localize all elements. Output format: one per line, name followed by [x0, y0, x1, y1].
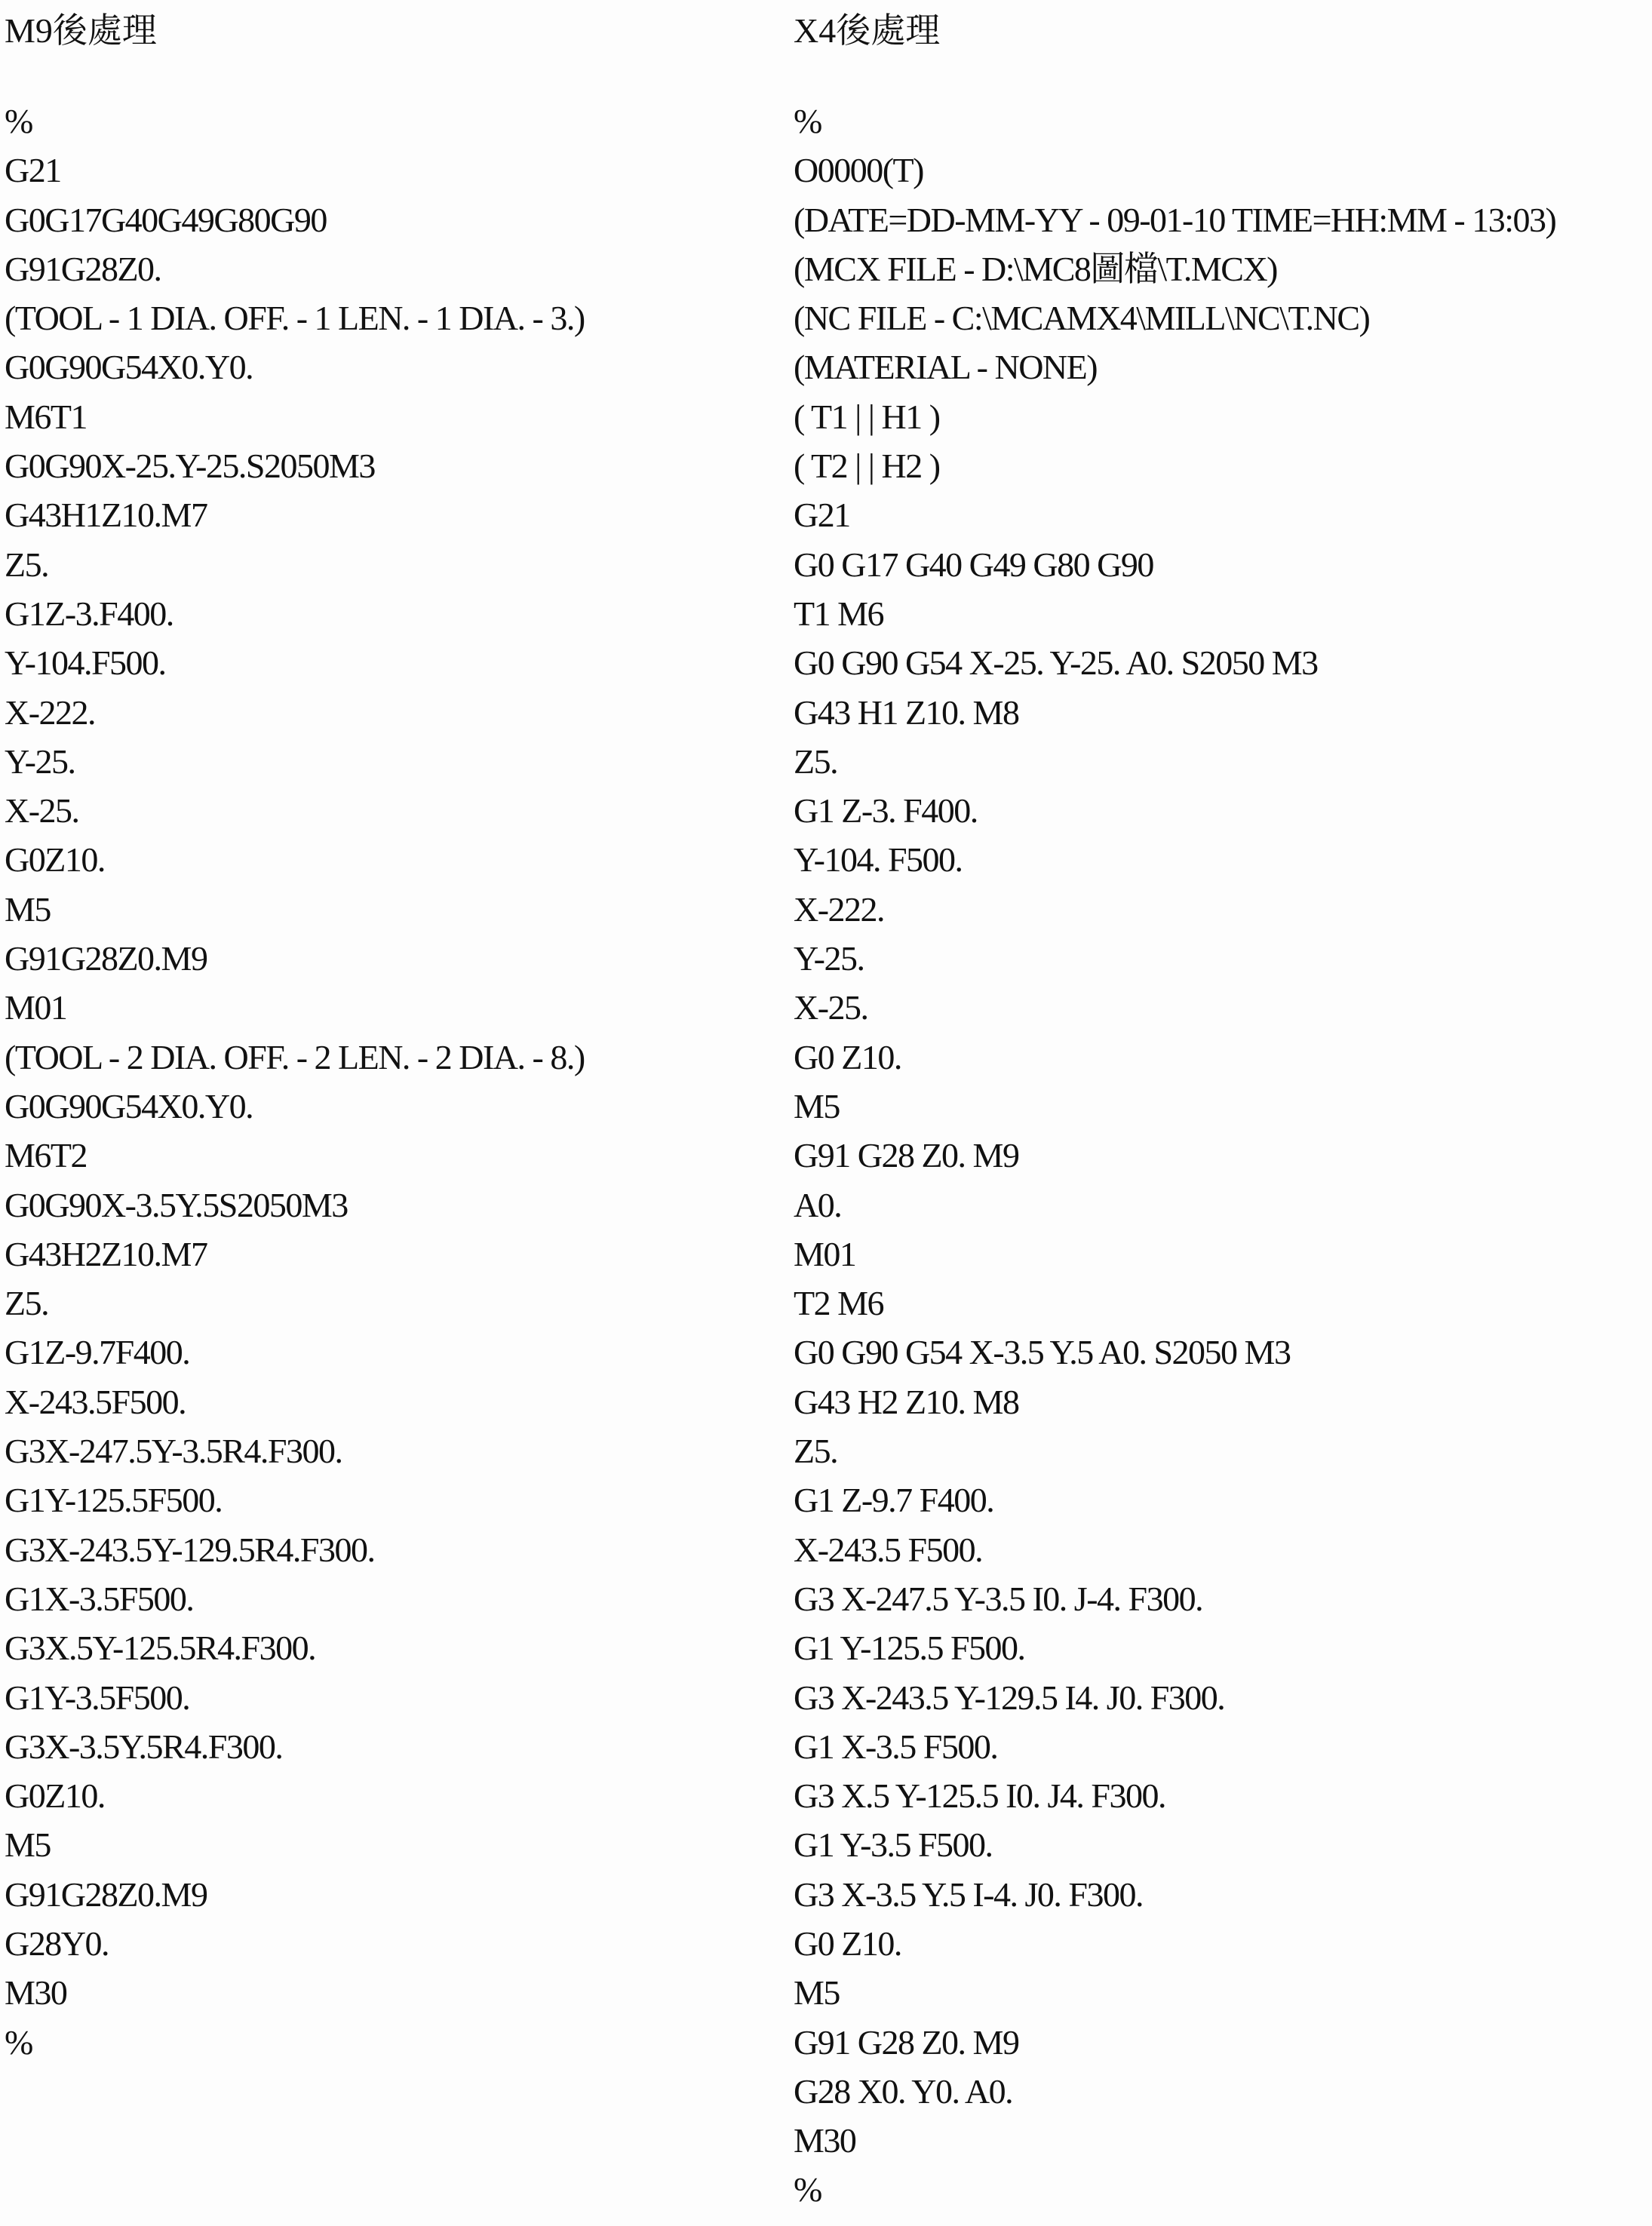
m9-code-line: G21	[5, 151, 61, 190]
x4-code-line: M5	[794, 1973, 840, 2013]
m9-code-line: Z5.	[5, 545, 49, 584]
spacer	[5, 48, 789, 97]
x4-code-line: M30	[794, 2121, 856, 2160]
m9-code-line: X-25.	[5, 791, 79, 831]
x4-code-line: (MCX FILE - D:\MC8圖檔\T.MCX)	[794, 249, 1277, 288]
m9-code-line: G3X-3.5Y.5R4.F300.	[5, 1727, 283, 1766]
m9-code-line: G1Z-9.7F400.	[5, 1333, 190, 1372]
m9-code-line: %	[5, 102, 32, 140]
m9-code-line: G0Z10.	[5, 1776, 105, 1816]
m9-code-line: Y-104.F500.	[5, 643, 166, 683]
m9-code-line: (TOOL - 1 DIA. OFF. - 1 LEN. - 1 DIA. - 3.)	[5, 299, 585, 338]
x4-code-line: G43 H1 Z10. M8	[794, 692, 1019, 732]
x4-postprocessor-column	[794, 11, 1646, 2215]
m9-code-line: G3X-243.5Y-129.5R4.F300.	[5, 1530, 375, 1569]
x4-code-line: %	[794, 2170, 821, 2209]
m9-postprocessor-column	[5, 11, 789, 2067]
m9-code-line: G0G17G40G49G80G90	[5, 200, 327, 239]
m9-code-line: G3X-247.5Y-3.5R4.F300.	[5, 1432, 342, 1471]
m9-code-line: M01	[5, 988, 67, 1027]
x4-code-line: (NC FILE - C:\MCAMX4\MILL\NC\T.NC)	[794, 299, 1370, 338]
m9-nc-code-list	[5, 97, 789, 2067]
x4-code-line: M01	[794, 1234, 856, 1273]
x4-nc-code-list	[794, 97, 1646, 2215]
x4-code-line: ( T2 | | H2 )	[794, 447, 940, 486]
m9-code-line: G3X.5Y-125.5R4.F300.	[5, 1629, 316, 1668]
x4-code-line: Z5.	[794, 741, 838, 781]
x4-code-line: %	[794, 102, 821, 140]
x4-code-line: Z5.	[794, 1432, 838, 1471]
m9-code-line: G1Z-3.F400.	[5, 594, 173, 633]
m9-code-line: M6T1	[5, 397, 87, 436]
x4-code-line: Y-104. F500.	[794, 840, 963, 880]
x4-code-line: O0000(T)	[794, 151, 923, 190]
spacer	[794, 48, 1646, 97]
x4-code-line: G1 Y-125.5 F500.	[794, 1629, 1025, 1668]
x4-code-line: G21	[794, 496, 850, 535]
m9-code-line: X-243.5F500.	[5, 1382, 186, 1421]
m9-code-line: G0G90G54X0.Y0.	[5, 348, 253, 387]
m9-code-line: G28Y0.	[5, 1924, 109, 1963]
x4-code-line: X-222.	[794, 889, 885, 929]
m9-code-line: M5	[5, 889, 51, 929]
m9-code-line: G1X-3.5F500.	[5, 1579, 194, 1618]
x4-code-line: (DATE=DD-MM-YY - 09-01-10 TIME=HH:MM - 13:03)	[794, 200, 1556, 239]
x4-code-line: G1 Y-3.5 F500.	[794, 1825, 993, 1865]
x4-code-line: G43 H2 Z10. M8	[794, 1382, 1019, 1421]
m9-code-line: G43H1Z10.M7	[5, 496, 207, 535]
x4-code-line: G0 G90 G54 X-25. Y-25. A0. S2050 M3	[794, 643, 1318, 683]
x4-code-line: ( T1 | | H1 )	[794, 397, 940, 436]
m9-code-line: Z5.	[5, 1284, 49, 1323]
m9-code-line: G91G28Z0.	[5, 249, 161, 288]
m9-code-line: M30	[5, 1973, 67, 2013]
x4-code-line: G0 G17 G40 G49 G80 G90	[794, 545, 1153, 584]
m9-code-line: G91G28Z0.M9	[5, 1874, 207, 1914]
x4-code-line: G1 X-3.5 F500.	[794, 1727, 998, 1766]
m9-column-title: M9後處理	[5, 11, 157, 50]
x4-column-title: X4後處理	[794, 11, 941, 50]
x4-code-line: G3 X-247.5 Y-3.5 I0. J-4. F300.	[794, 1579, 1203, 1618]
x4-code-line: A0.	[794, 1185, 842, 1224]
x4-code-line: G91 G28 Z0. M9	[794, 2022, 1019, 2062]
m9-code-line: G0Z10.	[5, 840, 105, 880]
m9-code-line: Y-25.	[5, 741, 75, 781]
x4-code-line: G1 Z-3. F400.	[794, 791, 978, 831]
x4-code-line: (MATERIAL - NONE)	[794, 348, 1098, 387]
x4-code-line: G91 G28 Z0. M9	[794, 1136, 1019, 1175]
x4-code-line: G28 X0. Y0. A0.	[794, 2071, 1013, 2111]
x4-code-line: Y-25.	[794, 939, 864, 978]
x4-code-line: G0 Z10.	[794, 1037, 901, 1076]
x4-code-line: G0 G90 G54 X-3.5 Y.5 A0. S2050 M3	[794, 1333, 1291, 1372]
m9-code-line: G91G28Z0.M9	[5, 939, 207, 978]
m9-code-line: G0G90G54X0.Y0.	[5, 1086, 253, 1125]
m9-code-line: G43H2Z10.M7	[5, 1234, 207, 1273]
m9-code-line: %	[5, 2022, 32, 2062]
x4-code-line: G1 Z-9.7 F400.	[794, 1481, 994, 1520]
x4-code-line: G3 X-243.5 Y-129.5 I4. J0. F300.	[794, 1678, 1225, 1717]
m9-code-line: G0G90X-25.Y-25.S2050M3	[5, 447, 375, 486]
m9-code-line: G1Y-125.5F500.	[5, 1481, 223, 1520]
x4-code-line: T2 M6	[794, 1284, 883, 1323]
x4-code-line: G3 X.5 Y-125.5 I0. J4. F300.	[794, 1776, 1165, 1816]
m9-code-line: M5	[5, 1825, 51, 1865]
x4-code-line: T1 M6	[794, 594, 883, 633]
m9-code-line: M6T2	[5, 1136, 87, 1175]
m9-code-line: X-222.	[5, 692, 96, 732]
x4-code-line: M5	[794, 1086, 840, 1125]
m9-code-line: (TOOL - 2 DIA. OFF. - 2 LEN. - 2 DIA. - 8.)	[5, 1037, 585, 1076]
x4-code-line: X-25.	[794, 988, 868, 1027]
m9-code-line: G0G90X-3.5Y.5S2050M3	[5, 1185, 348, 1224]
x4-code-line: X-243.5 F500.	[794, 1530, 983, 1569]
m9-code-line: G1Y-3.5F500.	[5, 1678, 190, 1717]
x4-code-line: G0 Z10.	[794, 1924, 901, 1963]
x4-code-line: G3 X-3.5 Y.5 I-4. J0. F300.	[794, 1874, 1143, 1914]
